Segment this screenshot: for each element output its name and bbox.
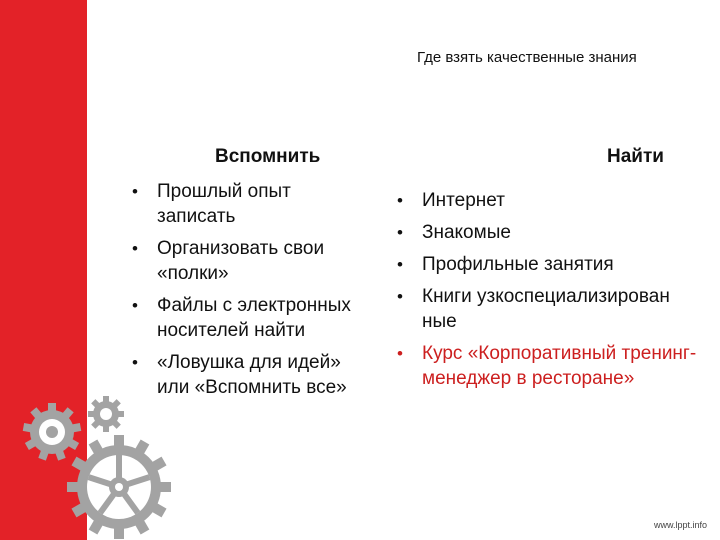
- bullet-icon: •: [132, 296, 138, 315]
- bullet-icon: •: [397, 223, 403, 242]
- list-item: [132, 236, 362, 286]
- list-item: [132, 293, 362, 343]
- right-column-heading: Найти: [607, 146, 664, 167]
- bullet-icon: •: [397, 191, 403, 210]
- right-bullet-list: [397, 188, 697, 398]
- bullet-icon: •: [132, 239, 138, 258]
- list-item: [397, 188, 697, 213]
- medium-gear-icon: [23, 403, 82, 461]
- list-item-text: Курс «Корпоративный тренинг-менеджер в ресторане»: [422, 343, 697, 389]
- list-item-text: «Ловушка для идей» или «Вспомнить все»: [157, 352, 347, 398]
- bullet-icon: •: [397, 255, 403, 274]
- bullet-icon: •: [132, 353, 138, 372]
- list-item-text: Организовать свои «полки»: [157, 238, 325, 284]
- bullet-icon: •: [397, 287, 403, 306]
- list-item-text: Интернет: [422, 190, 505, 211]
- gears-icon: [14, 392, 174, 540]
- small-gear-icon: [88, 396, 124, 432]
- bullet-icon: •: [397, 344, 403, 363]
- list-item-text: Прошлый опыт записать: [157, 181, 291, 227]
- list-item-text: Профильные занятия: [422, 254, 614, 275]
- list-item-text: Файлы с электронных носителей найти: [157, 295, 351, 341]
- list-item: [397, 220, 697, 245]
- slide-title: Где взять качественные знания: [417, 49, 637, 66]
- list-item: [397, 284, 697, 334]
- watermark: www.lppt.info: [654, 520, 708, 530]
- list-item-text: Книги узкоспециализирован ные: [422, 286, 670, 332]
- left-column-heading: Вспомнить: [215, 146, 321, 167]
- large-gear-icon: [67, 435, 171, 539]
- list-item-highlighted: [397, 341, 697, 391]
- list-item: [397, 252, 697, 277]
- list-item: [132, 179, 362, 229]
- bullet-icon: •: [132, 182, 138, 201]
- left-bullet-list: [132, 179, 362, 407]
- list-item-text: Знакомые: [422, 222, 511, 243]
